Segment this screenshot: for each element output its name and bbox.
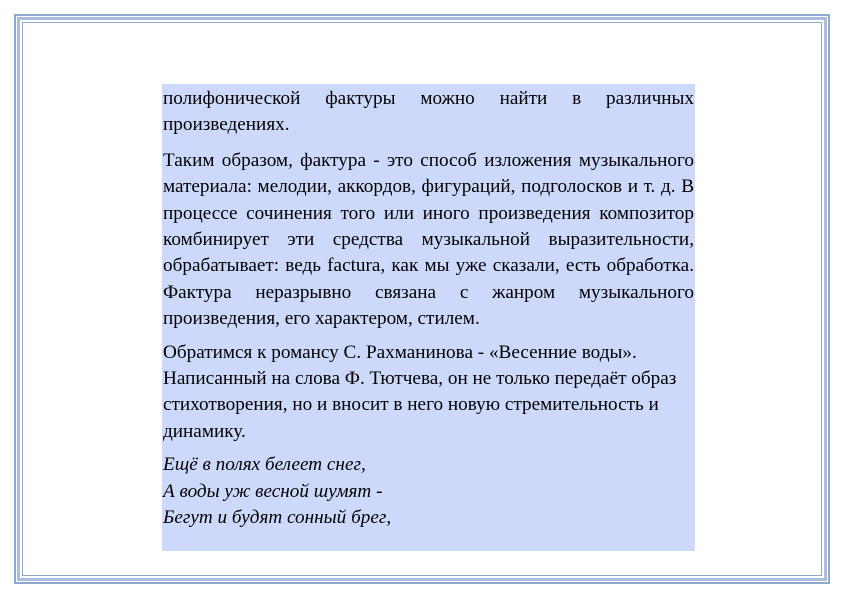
text-box xyxy=(162,84,695,551)
paragraph-1: полифонической фактуры можно найти в различных произведениях. xyxy=(163,88,694,136)
poem-line-2: А воды уж весной шумят - xyxy=(163,480,383,502)
paragraph-3: Обратимся к романсу С. Рахманинова - «Весенние воды». Написанный на слова Ф. Тютчева, он не только передаёт образ стихотворения, но и вносит в него новую стремительность и динамику. xyxy=(163,341,677,442)
poem-quote xyxy=(163,452,694,531)
poem-line-1: Ещё в полях белеет снег, xyxy=(163,454,366,476)
poem-line-3: Бегут и будят сонный брег, xyxy=(163,507,392,529)
paragraph-2: Таким образом, фактура - это способ изложения музыкального материала: мелодии, аккордов, фигураций, подголосков и т. д. В процессе сочинения того или иного произведения композитор комбинирует эти средства музыкальной выразительности, обрабатывает: ведь factura, как мы уже сказали, есть обработка. Фактура неразрывно связана с жанром музыкального произведения, его характером, стилем. xyxy=(163,149,694,330)
